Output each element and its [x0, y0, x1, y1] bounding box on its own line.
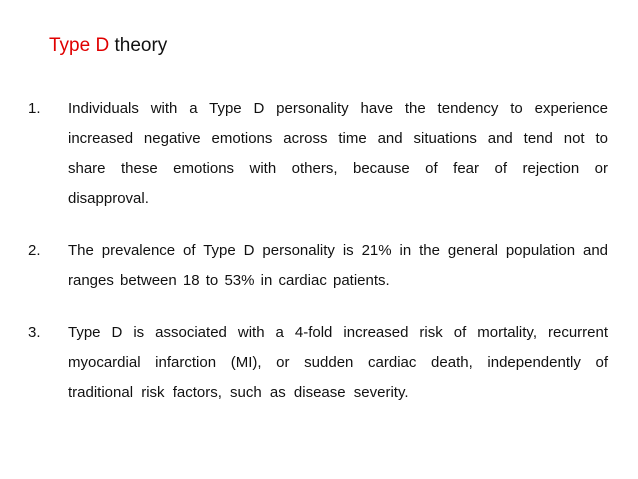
numbered-list [28, 94, 608, 408]
list-item-number: 3. [28, 324, 41, 341]
list-item [28, 318, 608, 408]
list-item-number: 1. [28, 100, 41, 117]
title-accent: Type D [49, 35, 110, 56]
list-item-text: Type D is associated with a 4-fold increased risk of mortality, recurrent myocardial infarction (MI), or sudden cardiac death, independently of traditional risk factors, such as disease severity. [68, 324, 608, 401]
list-item [28, 236, 608, 296]
list-item-text: Individuals with a Type D personality have the tendency to experience increased negative emotions across time and situations and tend not to share these emotions with others, because of fear of rejection or disapproval. [68, 100, 608, 207]
list-item [28, 94, 608, 214]
slide-title [49, 34, 167, 58]
title-rest: theory [114, 35, 168, 56]
list-item-text: The prevalence of Type D personality is 21% in the general population and ranges between 18 to 53% in cardiac patients. [68, 242, 608, 289]
list-item-number: 2. [28, 242, 41, 259]
